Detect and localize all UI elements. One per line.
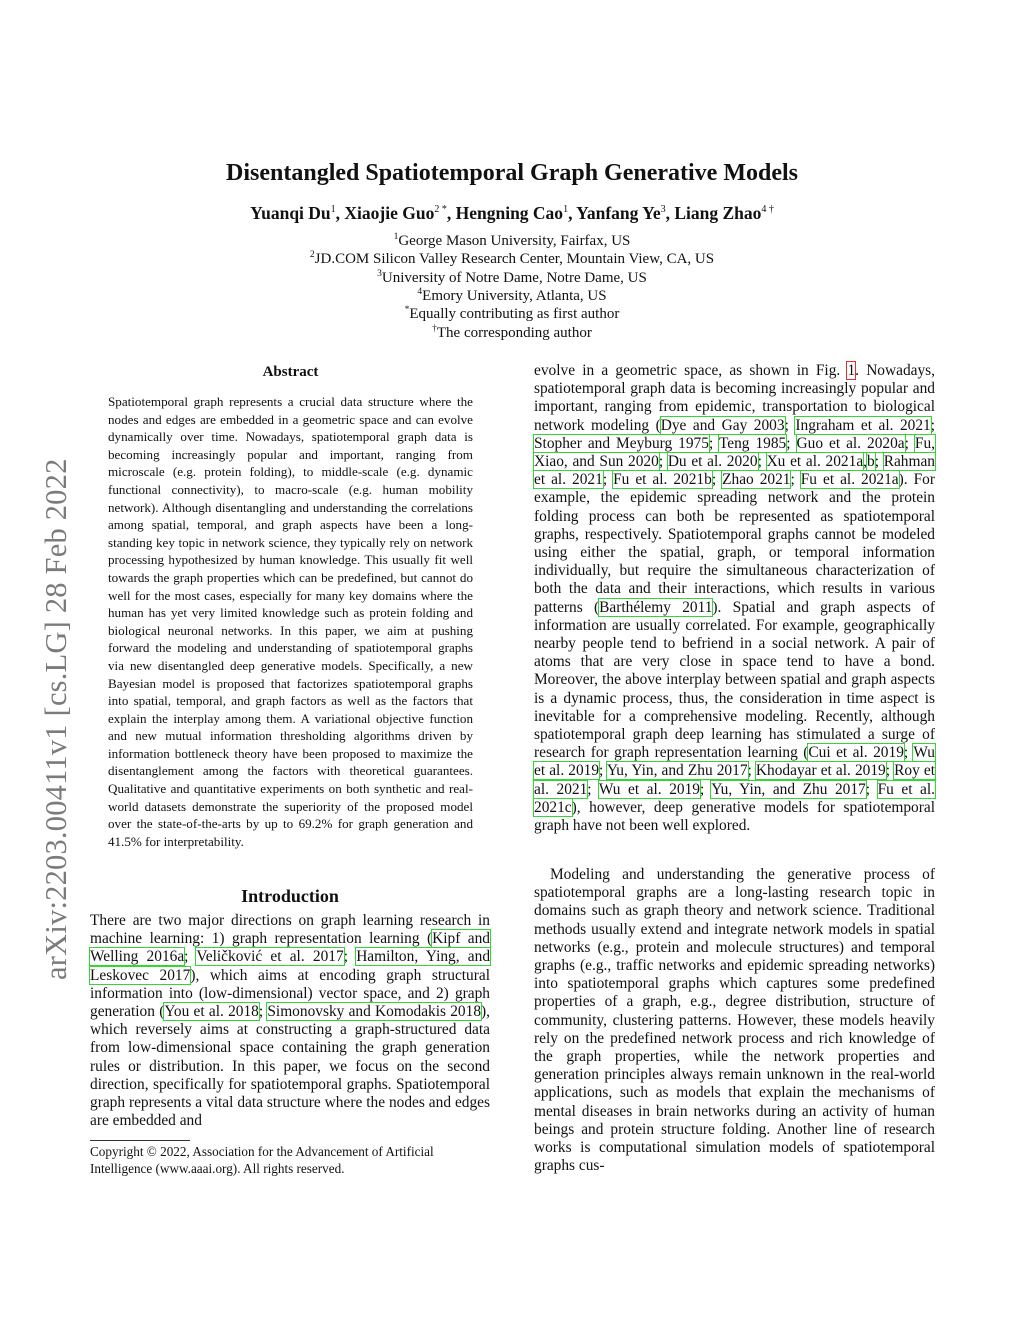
body-text: ; [865,780,878,798]
citation-link[interactable]: Dye and Gay 2003 [660,416,785,434]
body-text: ; [184,948,197,966]
introduction-heading: Introduction [241,886,339,906]
author-affiliation-mark: 1 [563,204,569,216]
body-text: ; [343,948,357,966]
citation-link[interactable]: Yu, Yin, and Zhu 2017 [606,762,748,780]
author-affiliation-mark: 3 [660,204,666,216]
citation-link[interactable]: Xu et al. 2021a [766,453,864,471]
affiliation-text: Equally contributing as first author [409,306,620,322]
body-text: There are two major directions on graph learning research in machine learning: 1) graph representation learning ( [90,912,490,948]
body-text: ; [747,762,756,780]
author-affiliation-mark: 1 [330,204,336,216]
body-text: ; [903,744,914,762]
author-name: Liang Zhao [674,203,762,223]
citation-link[interactable]: Rahman et al. 2021 [534,453,935,489]
body-text: ), which reversely aims at constructing a graph-structured data from low-dimensional space containing the graph generation rules or distribution. In this paper, we focus on the second direction, specifically for spatiotemporal graphs. Spatiotemporal graph represents a vital data structure where the nodes and edges are embedded and [90,1003,491,1130]
author-name: Xiaojie Guo [344,203,435,223]
body-text: ; [874,453,884,471]
affiliation-text: Emory University, Atlanta, US [422,288,607,304]
body-text: ; [904,434,915,452]
affiliation-mark: * [404,305,410,315]
affiliation-mark: 1 [393,232,399,242]
affiliation-mark: † [432,324,437,334]
body-text: evolve in a geometric space, as shown in Fig. [534,362,848,379]
body-text: ; [708,434,719,452]
affiliation-mark: 4 [417,287,423,297]
citation-link[interactable]: Fu et al. 2021c [534,780,936,816]
citation-link[interactable]: Cui et al. 2019 [808,744,904,762]
affiliation-mark: 3 [377,269,382,279]
citation-link[interactable]: Wu et al. 2019 [598,780,700,798]
copyright-footnote: Copyright © 2022, Association for the Advancement of Artificial Intelligence (www.aaai.org). All rights reserved. [90,1144,434,1176]
citation-link[interactable]: Guo et al. 2020a [796,434,905,452]
citation-link[interactable]: Yu, Yin, and Zhu 2017 [711,780,866,798]
citation-link[interactable]: Fu et al. 2021a [800,471,899,489]
body-text: ; [786,434,797,452]
body-text: ; [602,471,614,489]
body-text: ). Spatial and graph aspects of information are usually correlated. For example, geographically nearby people tend to befriend in a social network. A pair of atoms that are very close in space tend to have a bond. Moreover, the above interplay between spatial and graph aspects is a dynamic process, thus, the consideration in time aspect is inevitable for a comprehensive modeling. Recently, although spatiotemporal graph deep learning has stimulated a surge of research for graph representation learning ( [534,598,935,762]
citation-link[interactable]: Hamilton, Ying, and Leskovec 2017 [90,948,491,984]
column2-paragraph-2: Modeling and understanding the generative process of spatiotemporal graphs are a long-lasting research topic in domains such as graph theory and network science. Traditional methods usually extend and integrate network models in spatial networks (e.g., protein and molecule structures) and temporal graphs (e.g., traffic networks and epidemic spreading networks) into spatiotemporal graphs which captures some predefined properties of a graph, e.g., degree distribution, structure of community, clustering patterns. However, these models heavily rely on the predefined network process and rich knowledge of the graph properties, while the network properties and generation principles always remain unknown in the real-world applications, such as models that explain the mechanisms of mental diseases in brain networks during an activity of human beings and protein structure folding. Another line of research works is computational simulation models of spatiotemporal graphs cus- [534,866,935,1175]
body-text: ; [930,416,936,434]
body-text: ), however, deep generative models for spatiotemporal graph have not been well explored. [534,798,935,835]
body-text: ; [790,471,801,489]
body-text: ; [599,762,607,780]
citation-link[interactable]: You et al. 2018 [164,1003,259,1021]
citation-link[interactable]: Du et al. 2020 [667,453,758,471]
affiliation-mark: 2 [309,250,315,260]
citation-link[interactable]: Wu et al. 2019 [534,744,935,780]
citation-link[interactable]: Ingraham et al. 2021 [795,416,931,434]
affiliation-line [0,320,1024,343]
citation-link[interactable]: Teng 1985 [718,434,787,452]
paper-title: Disentangled Spatiotemporal Graph Generative Models [226,160,798,186]
body-text: ; [258,1003,268,1021]
author-name: Yuanqi Du [250,203,331,223]
figure-reference-link[interactable]: 1 [847,362,856,379]
citation-link[interactable]: Stopher and Meyburg 1975 [534,434,709,452]
abstract-body: Spatiotemporal graph represents a crucial data structure where the nodes and edges are embedded in a geometric space and can evolve dynamically over time. Nowadays, spatiotemporal graph data is becoming increasingly popular and important, ranging from microscale (e.g. protein folding), to middle-scale (e.g. dynamic functional connectivity), to macro-scale (e.g. human mobility network). Although disentangling and understanding the correlations among spatial, temporal, and graph aspects have been a long-standing key topic in network science, they typically rely on network processing hypothesized by human knowledge. This usually fit well towards the graph properties which can be predefined, but cannot do well for the most cases, especially for many key domains where the human has yet very limited knowledge such as protein folding and biological neuronal networks. In this paper, we aim at pushing forward the modeling and understanding of spatiotemporal graphs via new disentangled deep generative models. Specifically, a new Bayesian model is proposed that factorizes spatiotemporal graphs into spatial, temporal, and graph factors as well as the factors that explain the interplay among them. A variational objective function and new mutual information thresholding algorithms driven by information bottleneck theory have been proposed to maximize the disentanglement among the factors with theoretical guarantees. Qualitative and quantitative experiments on both synthetic and real-world datasets demonstrate the superiority of the proposed model over the state-of-the-arts by up to 69.2% for graph generation and 41.5% for interpretability. [108,394,473,849]
body-text: ). For example, the epidemic spreading network and the protein folding process can both be represented as spatiotemporal graphs, respectively. Spatiotemporal graphs cannot be modeled using either the spatial, graph, or temporal information individually, but require the simultaneous characterization of both the data and their interactions, which results in various patterns ( [534,471,935,616]
introduction-body [90,912,490,1130]
author-affiliation-mark: 4 † [761,204,774,216]
affiliation-text: University of Notre Dame, Notre Dame, US [381,270,647,286]
arxiv-identifier-stamp: arXiv:2203.00411v1 [cs.LG] 28 Feb 2022 [39,458,73,980]
abstract-heading: Abstract [262,364,319,380]
author-affiliation-mark: 2 * [434,204,447,216]
body-text: ; [699,780,712,798]
author-name: Yanfang Ye [576,203,661,223]
body-text: ; [711,471,723,489]
body-text: ; [885,762,895,780]
body-text: , [863,453,868,471]
body-text: ; [757,453,767,471]
affiliation-text: The corresponding author [436,325,592,341]
citation-link[interactable]: Fu, Xiao, and Sun 2020 [534,434,935,471]
citation-link[interactable]: Kipf and Welling 2016a [90,930,490,966]
footnote-divider [90,1140,190,1141]
affiliation-text: JD.COM Silicon Valley Research Center, Mountain View, CA, US [314,251,715,267]
citation-link[interactable]: Roy et al. 2021 [534,762,936,798]
citation-link[interactable]: Khodayar et al. 2019 [755,762,886,780]
body-text: ; [587,780,599,798]
author-list: Yuanqi Du$^1$, Xiaojie Guo$^{2 *}$, Hengning Cao$^1$, Yanfang Ye$^3$, Liang Zhao$^{4 \dagger}$ [250,203,774,223]
body-text: ), which aims at encoding graph structural information into (low-dimensional) vector space, and 2) graph generation ( [90,966,490,1021]
column2-paragraph-1 [534,362,935,835]
citation-link[interactable]: Zhao 2021 [722,471,791,489]
body-text: ; [658,453,668,471]
body-text: . Nowadays, spatiotemporal graph data is becoming increasingly popular and important, ranging from epidemic, transportation to biological network modeling ( [534,362,936,434]
affiliation-text: George Mason University, Fairfax, US [398,233,631,249]
citation-link[interactable]: Barthélemy 2011 [599,598,713,616]
body-text: ; [784,416,796,434]
author-name: Hengning Cao [455,203,564,223]
citation-link[interactable]: b [867,453,875,471]
citation-link[interactable]: Veličković et al. 2017 [196,948,344,966]
citation-link[interactable]: Simonovsky and Komodakis 2018 [267,1003,482,1021]
citation-link[interactable]: Fu et al. 2021b [613,471,712,489]
